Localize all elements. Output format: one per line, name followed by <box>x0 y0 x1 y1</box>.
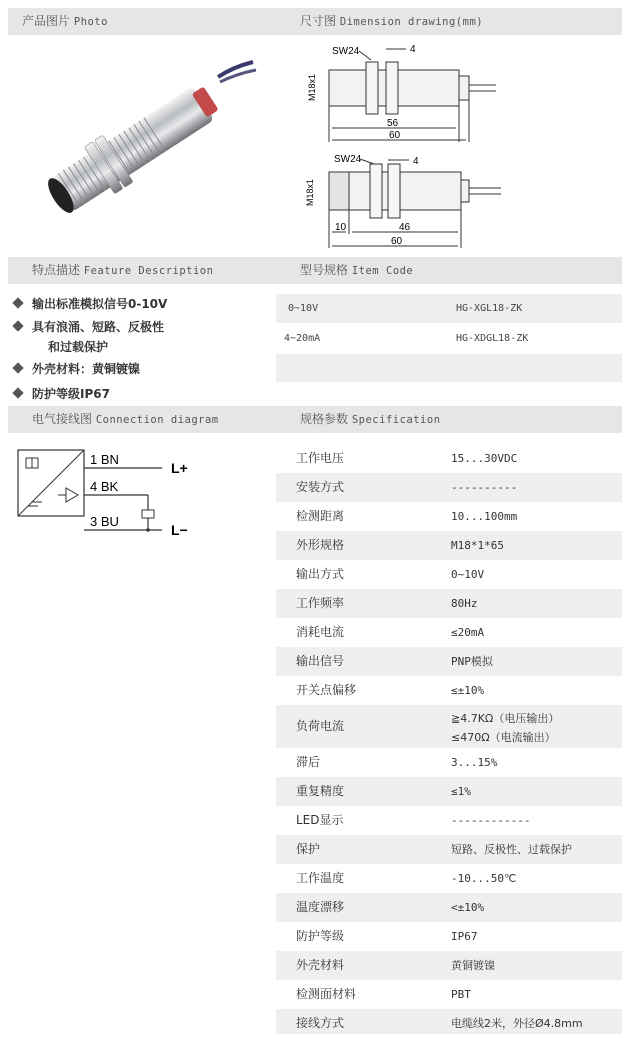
spec-row: 重复精度 ≤1% <box>276 777 622 806</box>
diamond-bullet-icon <box>12 387 23 398</box>
bottom-width-4: 4 <box>413 156 419 167</box>
item-code-title: 型号规格 Item Code <box>300 263 414 277</box>
l-plus-label: L+ <box>171 460 188 476</box>
connection-title: 电气接线图 Connection diagram <box>32 412 219 426</box>
section-header-photo <box>8 8 622 35</box>
top-dim-60: 60 <box>389 130 401 141</box>
bottom-dim-60: 60 <box>391 236 403 247</box>
wire-bk-label: 4 BK <box>90 479 119 494</box>
code-model: HG-XGL18-ZK <box>456 303 523 314</box>
feature-item-continuation: 和过载保护 <box>48 340 109 354</box>
bottom-sw-label: SW24 <box>334 154 362 165</box>
spec-row: 外形规格 M18*1*65 <box>276 531 622 560</box>
spec-row: 滞后 3...15% <box>296 755 498 769</box>
diamond-bullet-icon <box>12 297 23 308</box>
wire-bn-label: 1 BN <box>90 452 119 467</box>
connection-diagram <box>14 444 204 544</box>
diamond-bullet-icon <box>12 362 23 373</box>
section-header-feature <box>8 257 622 284</box>
spec-row: 温度漂移 <±10% <box>276 893 622 922</box>
feature-item: 防护等级IP67 <box>14 385 110 402</box>
wire-bu-label: 3 BU <box>90 514 119 529</box>
code-range: 4~20mA <box>284 333 321 344</box>
spec-row: 接线方式 电缆线2米，外径Ø4.8mm <box>276 1009 622 1034</box>
spec-row: 开关点偏移 ≤±10% <box>296 683 485 697</box>
code-model: HG-XDGL18-ZK <box>456 333 529 344</box>
l-minus-label: L− <box>171 522 188 538</box>
spec-row: 检测面材料 PBT <box>296 987 471 1001</box>
feature-title: 特点描述 Feature Description <box>32 263 214 277</box>
top-width-4: 4 <box>410 44 416 55</box>
spec-row: 外壳材料 黄铜镀镍 <box>276 951 622 980</box>
dimension-drawing-bottom <box>296 150 516 250</box>
feature-item: 输出标准模拟信号0-10V <box>14 295 167 312</box>
code-range: 0~10V <box>288 303 319 314</box>
spec-row: 防护等级 IP67 <box>296 929 478 943</box>
dimension-drawing-top <box>296 40 516 145</box>
spec-row: 工作电压 15...30VDC <box>296 451 518 465</box>
code-row-empty <box>276 354 622 382</box>
bottom-dim-46: 46 <box>399 222 411 233</box>
section-header-connection <box>8 406 622 433</box>
code-row <box>276 294 622 323</box>
code-row <box>276 324 622 353</box>
spec-row: 保护 短路、反极性、过载保护 <box>276 835 622 864</box>
spec-row: 输出方式 0~10V <box>296 567 485 581</box>
photo-title: 产品图片 Photo <box>22 14 108 28</box>
spec-row: 工作温度 -10...50℃ <box>296 871 517 885</box>
diamond-bullet-icon <box>12 320 23 331</box>
bottom-thread-label: M18x1 <box>305 178 315 206</box>
spec-row-double: 负荷电流 ≧4.7KΩ（电压输出） ≤470Ω（电流输出） <box>276 705 622 748</box>
spec-row: 检测距离 10...100mm <box>296 509 518 523</box>
bottom-dim-10: 10 <box>335 222 347 233</box>
product-photo <box>18 52 258 232</box>
feature-item: 具有浪涌、短路、反极性 <box>14 318 164 335</box>
top-thread-label: M18x1 <box>307 73 317 101</box>
dimension-title: 尺寸图 Dimension drawing(mm) <box>300 14 484 28</box>
feature-item: 外壳材料：黄铜镀镍 <box>14 360 140 377</box>
spec-title: 规格参数 Specification <box>300 412 441 426</box>
spec-row: 消耗电流 ≤20mA <box>296 625 485 639</box>
spec-row: 工作频率 80Hz <box>276 589 622 618</box>
spec-row: 安装方式 ---------- <box>276 473 622 502</box>
top-dim-56: 56 <box>387 118 399 129</box>
top-sw-label: SW24 <box>332 46 360 57</box>
spec-row: LED显示 ------------ <box>296 813 531 827</box>
spec-row: 输出信号 PNP模拟 <box>276 647 622 676</box>
